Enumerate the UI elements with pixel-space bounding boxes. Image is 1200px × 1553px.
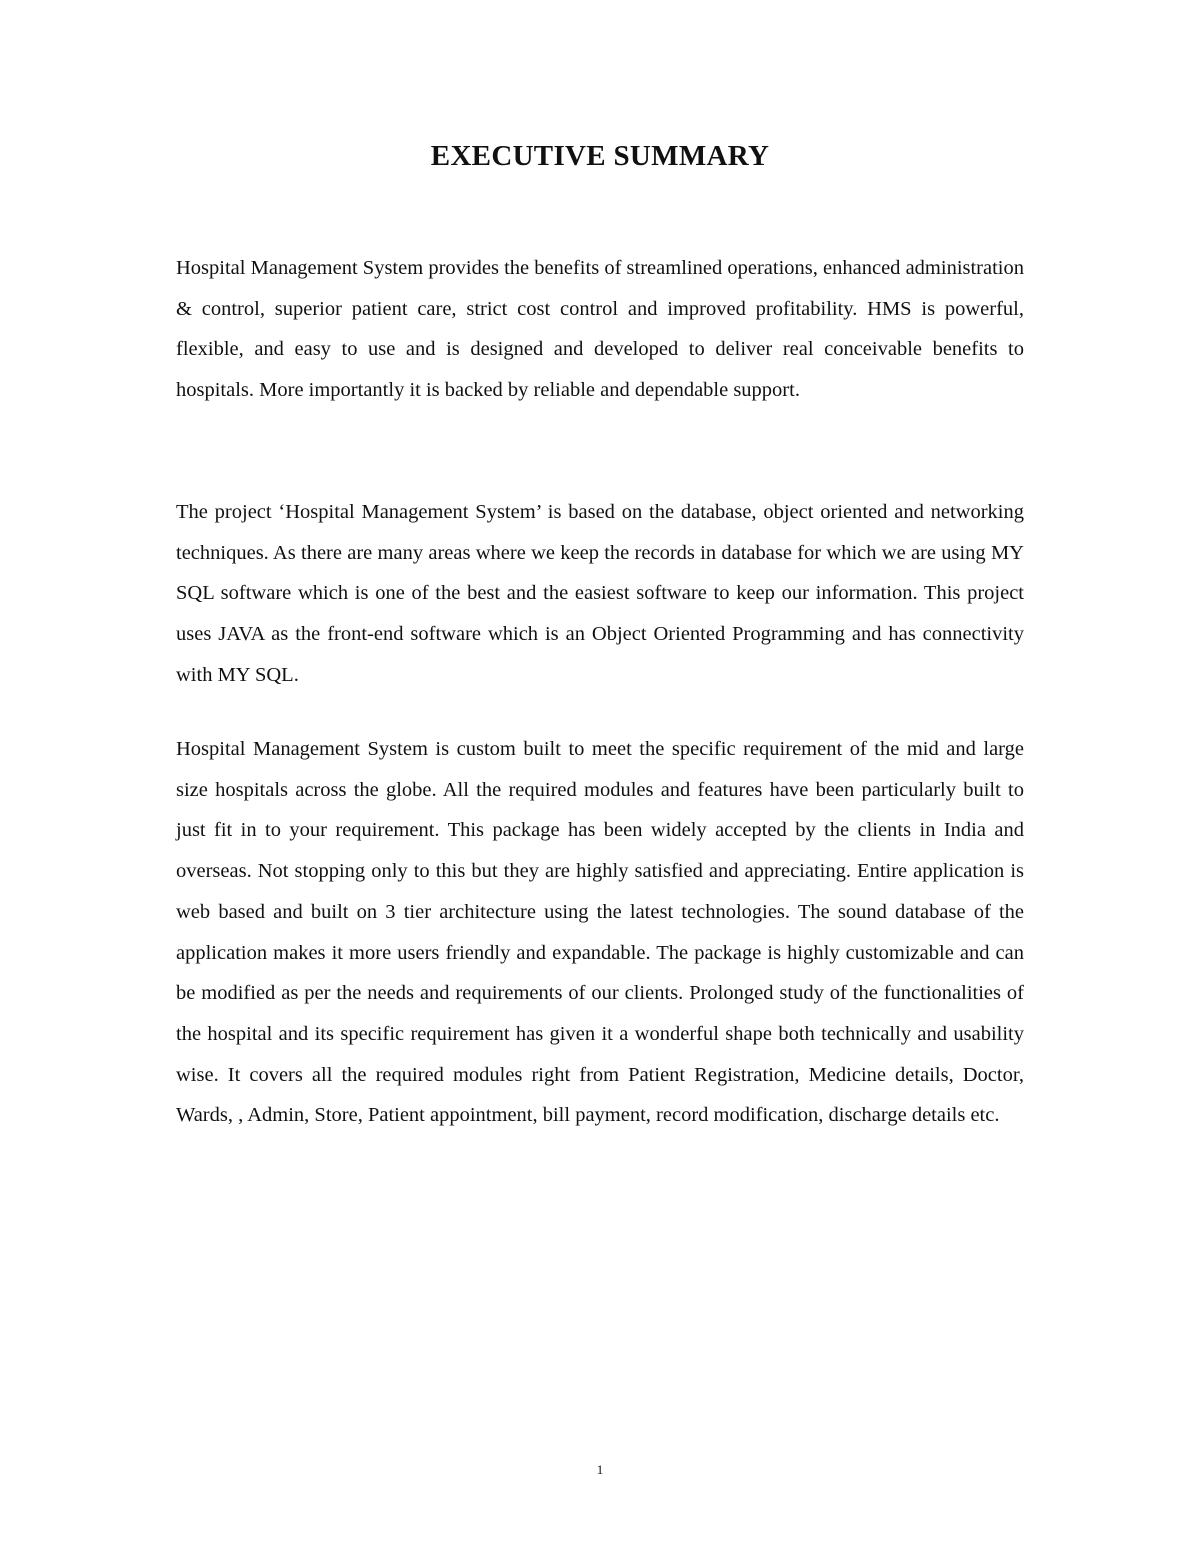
paragraph-2: The project ‘Hospital Management System’ is based on the database, object oriented and networking techniques. As there are many areas where we keep the records in database for which we are using MY SQL software which is one of the best and the easiest software to keep our information. This project uses JAVA as the front-end software which is an Object Oriented Programming and has connectivity with MY SQL. <box>176 501 1024 686</box>
paragraph-3: Hospital Management System is custom built to meet the specific requirement of the mid and large size hospitals across the globe. All the required modules and features have been particularly built to just fit in to your requirement. This package has been widely accepted by the clients in India and overseas. Not stopping only to this but they are highly satisfied and appreciating. Entire application is web based and built on 3 tier architecture using the latest technologies. The sound database of the application makes it more users friendly and expandable. The package is highly customizable and can be modified as per the needs and requirements of our clients. Prolonged study of the functionalities of the hospital and its specific requirement has given it a wonderful shape both technically and usability wise. It covers all the required modules right from Patient Registration, Medicine details, Doctor, Wards, , Admin, Store, Patient appointment, bill payment, record modification, discharge details etc. <box>176 738 1024 1127</box>
page-title: EXECUTIVE SUMMARY <box>430 140 770 172</box>
page-number: 1 <box>596 1462 604 1477</box>
paragraph-1: Hospital Management System provides the benefits of streamlined operations, enhanced administration & control, superior patient care, strict cost control and improved profitability. HMS is powerful, flexible, and easy to use and is designed and developed to deliver real conceivable benefits to hospitals. More importantly it is backed by reliable and dependable support. <box>176 257 1024 402</box>
